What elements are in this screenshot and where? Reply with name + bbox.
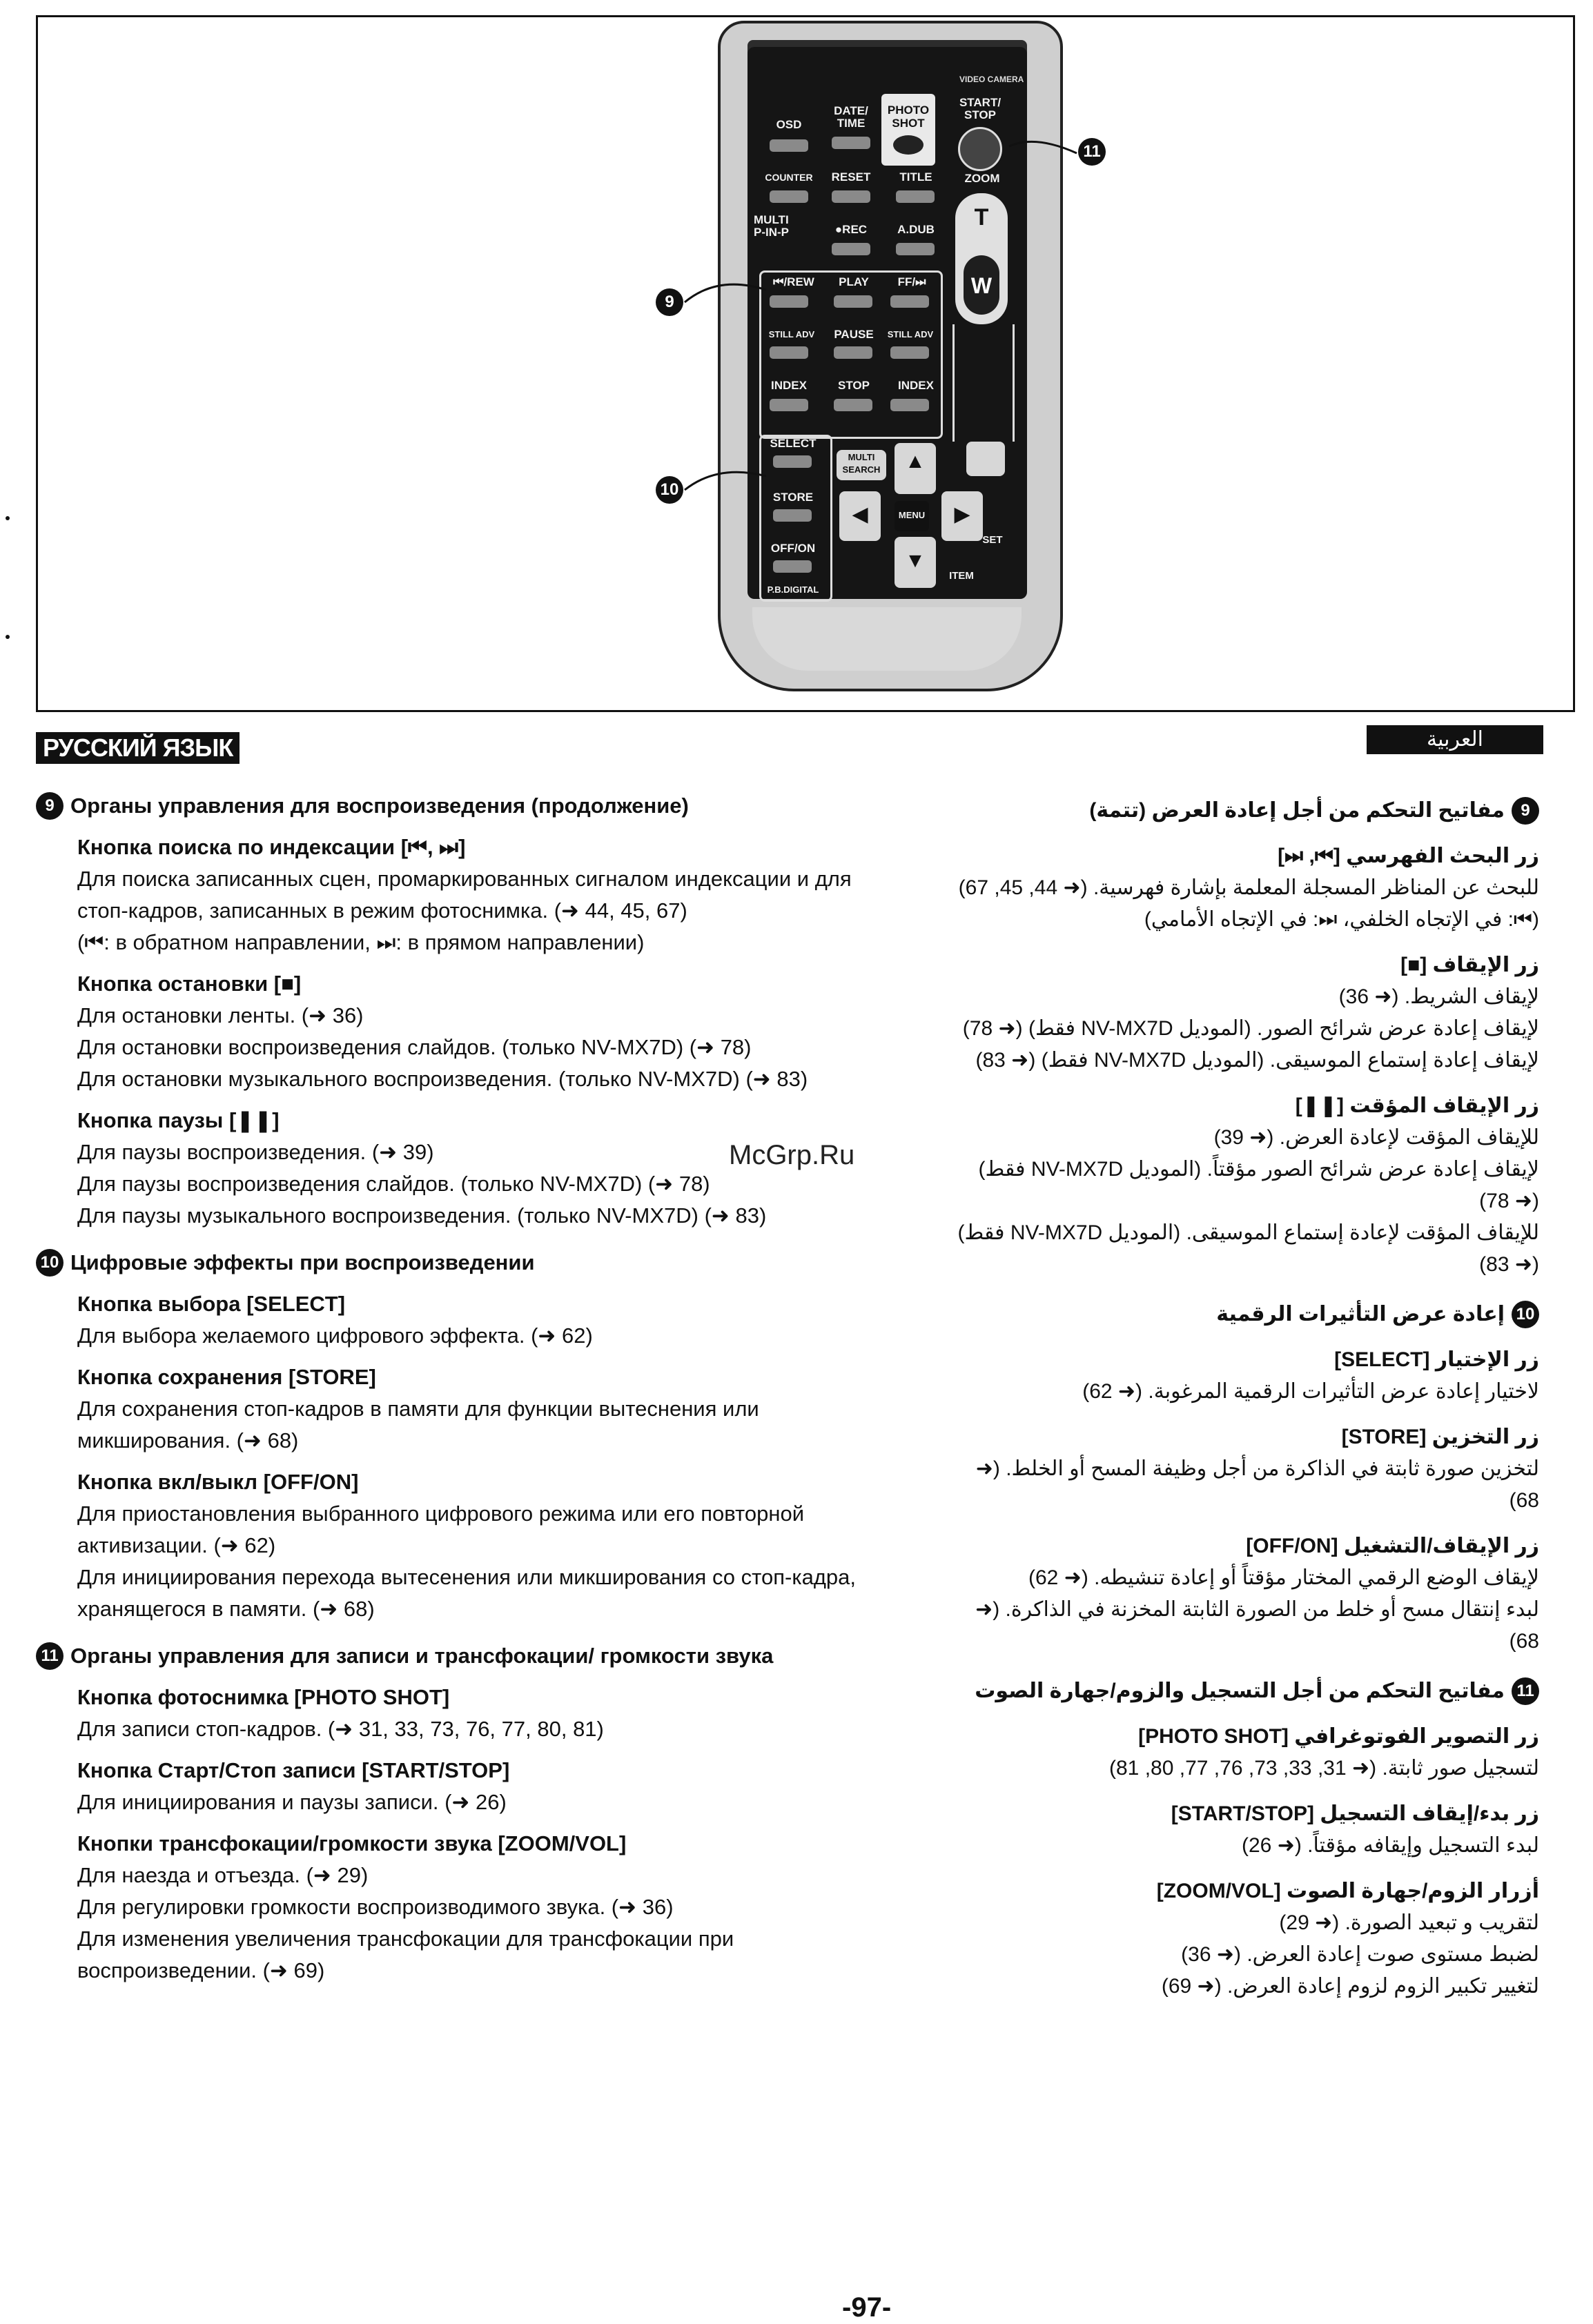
item-text: Для инициирования и паузы записи. (➜ 26) — [77, 1790, 507, 1814]
item-text: لإيقاف الوضع الرقمي المختار مؤقتاً أو إعادة تنشيطه. (➜ 62) — [1028, 1566, 1539, 1589]
item-heading: زر الإيقاف [■] — [1400, 954, 1539, 976]
start-stop-description — [77, 1755, 892, 1818]
item-heading: Кнопки трансфокации/громкости звука [ZOOM/VOL] — [77, 1831, 627, 1855]
section-number: 11 — [1512, 1677, 1539, 1705]
item-heading: زر بدء/إيقاف التسجيل [START/STOP] — [1171, 1802, 1539, 1825]
item-text: للبحث عن المناظر المسجلة المعلمة بإشارة فهرسية. (➜ 44, 45, 67) — [958, 876, 1539, 899]
item-heading: زر الإيقاف/التشغيل [OFF/ON] — [1246, 1535, 1539, 1557]
reset-label: RESET — [831, 170, 871, 184]
section-number: 10 — [1512, 1301, 1539, 1328]
item-text: لتسجيل صور ثابتة. (➜ 31, 33, 73, 76, 77, 80, 81) — [1109, 1757, 1539, 1780]
item-text: Для сохранения стоп-кадров в памяти для функции вытеснения или микширования. (➜ 68) — [77, 1397, 759, 1452]
down-arrow-icon: ▼ — [905, 549, 926, 572]
index-button-description — [77, 831, 892, 958]
russian-column — [36, 790, 892, 1987]
callout-lines — [0, 0, 1593, 718]
item-heading: Кнопка фотоснимка [PHOTO SHOT] — [77, 1685, 450, 1709]
section-title: Цифровые эффекты при воспроизведении — [70, 1250, 535, 1274]
callout-9: 9 — [656, 288, 683, 316]
right-arrow-icon: ▶ — [954, 503, 970, 526]
item-heading: Кнопка остановки [■] — [77, 972, 302, 996]
item-heading: زر التخزين [STORE] — [1341, 1426, 1539, 1448]
item-text: Для остановки воспроизведения слайдов. (только NV-MX7D) (➜ 78) — [77, 1035, 752, 1059]
zoom-label: ZOOM — [964, 172, 1000, 185]
rew-label: ⏮/REW — [773, 275, 814, 288]
photo-shot-label: PHOTO SHOT — [887, 104, 930, 130]
pause-button-description — [77, 1105, 892, 1232]
item-text: Для приостановления выбранного цифрового режима или его повторной активизации. (➜ 62) — [77, 1501, 805, 1557]
item-text: لبدء إنتقال مسح أو خلط من الصورة الثابتة المخزنة في الذاكرة. (➜ 68) — [975, 1598, 1539, 1653]
stop-button-description — [77, 968, 892, 1095]
pb-digital-label: P.B.DIGITAL — [767, 584, 819, 595]
section-9-heading — [36, 790, 892, 822]
play-label: PLAY — [839, 275, 869, 288]
ar-zoom-vol-description — [952, 1875, 1539, 2002]
section-title: مفاتيح التحكم من أجل التسجيل والزوم/جهارة الصوت — [975, 1680, 1505, 1702]
ar-stop-button-description — [952, 949, 1539, 1076]
item-text: Для паузы воспроизведения. (➜ 39) — [77, 1140, 434, 1164]
rec-label: ●REC — [834, 223, 868, 236]
item-text: Для регулировки громкости воспроизводимого звука. (➜ 36) — [77, 1895, 674, 1919]
item-text: (⏮: في الإتجاه الخلفي، ⏭: في الإتجاه الأمامي) — [1144, 908, 1539, 931]
russian-language-label: РУССКИЙ ЯЗЫК — [36, 732, 240, 764]
pause-label: PAUSE — [834, 328, 874, 341]
item-text: لإيقاف إعادة عرض شرائح الصور. (الموديل NV-MX7D فقط) (➜ 78) — [962, 1017, 1539, 1040]
section-title: مفاتيح التحكم من أجل إعادة العرض (تتمة) — [1089, 799, 1505, 822]
ar-photo-shot-description — [952, 1721, 1539, 1784]
callout-11: 11 — [1078, 138, 1106, 166]
select-button-description — [77, 1288, 892, 1352]
item-text: لتقريب و تبعيد الصورة. (➜ 29) — [1279, 1911, 1539, 1934]
item-text: Для наезда и отъезда. (➜ 29) — [77, 1863, 369, 1887]
item-heading: Кнопка Старт/Стоп записи [START/STOP] — [77, 1758, 510, 1782]
item-text: Для изменения увеличения трансфокации для трансфокации при воспроизведении. (➜ 69) — [77, 1927, 734, 1982]
item-heading: Кнопка вкл/выкл [OFF/ON] — [77, 1470, 359, 1494]
section-number: 9 — [36, 792, 63, 820]
item-text: Для остановки ленты. (➜ 36) — [77, 1003, 364, 1027]
item-text: لتخزين صورة ثابتة في الذاكرة من أجل وظيفة المسح أو الخلط. (➜ 68) — [975, 1457, 1539, 1512]
item-heading: Кнопка поиска по индексации [⏮, ⏭] — [77, 835, 466, 859]
off-on-button-description — [77, 1466, 892, 1625]
item-heading: زر البحث الفهرسي [⏮, ⏭] — [1278, 845, 1539, 867]
callout-10: 10 — [656, 476, 683, 504]
adub-label: A.DUB — [897, 223, 935, 236]
item-heading: Кнопка паузы [❚❚] — [77, 1108, 280, 1132]
item-text: Для инициирования перехода вытесенения или микширования со стоп-кадра, хранящегося в памяти. (➜ 68) — [77, 1565, 857, 1621]
item-text: لاختيار إعادة عرض التأثيرات الرقمية المرغوبة. (➜ 62) — [1082, 1380, 1539, 1403]
ar-section-10-heading — [952, 1299, 1539, 1330]
section-number: 11 — [36, 1642, 63, 1670]
zoom-vol-description — [77, 1828, 892, 1987]
item-heading: Кнопка выбора [SELECT] — [77, 1292, 346, 1316]
zoom-t-mark: T — [974, 204, 989, 230]
item-text: لإيقاف إعادة إستماع الموسيقى. (الموديل NV-MX7D فقط) (➜ 83) — [975, 1049, 1539, 1072]
item-text: Для паузы воспроизведения слайдов. (только NV-MX7D) (➜ 78) — [77, 1172, 710, 1196]
item-text: Для остановки музыкального воспроизведения. (только NV-MX7D) (➜ 83) — [77, 1067, 808, 1091]
arabic-language-label: العربية — [1367, 725, 1543, 754]
off-on-label: OFF/ON — [770, 542, 816, 555]
item-text: Для поиска записанных сцен, промаркированных сигналом индексации и для стоп-кадров, записанных в режим фотоснимка. (➜ 44, 45, 67) — [77, 867, 852, 923]
ar-store-button-description — [952, 1421, 1539, 1517]
page-number: -97- — [842, 2292, 892, 2323]
item-text: للإيقاف المؤقت لإعادة إستماع الموسيقى. (الموديل NV-MX7D فقط) (➜ 83) — [957, 1221, 1539, 1276]
callout-line-10 — [685, 472, 766, 490]
item-heading: Кнопка сохранения [STORE] — [77, 1365, 376, 1389]
item-heading: زر الإيقاف المؤقت [❚❚] — [1295, 1094, 1539, 1117]
section-title: Органы управления для воспроизведения (продолжение) — [70, 794, 689, 818]
stop-label: STOP — [838, 379, 870, 392]
callout-line-9 — [685, 284, 766, 302]
item-heading: أزرار الزوم/جهارة الصوت [ZOOM/VOL] — [1156, 1880, 1539, 1902]
item-text: للإيقاف المؤقت لإعادة العرض. (➜ 39) — [1213, 1126, 1539, 1149]
item-text: لإيقاف الشريط. (➜ 36) — [1338, 985, 1539, 1008]
arabic-column — [952, 795, 1539, 2002]
item-text: (⏮: в обратном направлении, ⏭: в прямом направлении) — [77, 930, 645, 954]
ff-label: FF/⏭ — [897, 275, 926, 288]
item-text: لإيقاف إعادة عرض شرائح الصور مؤقتاً. (الموديل NV-MX7D فقط) (➜ 78) — [978, 1158, 1539, 1212]
item-text: لبدء التسجيل وإيقافه مؤقتاً. (➜ 26) — [1241, 1834, 1539, 1857]
counter-label: COUNTER — [765, 172, 813, 183]
ar-pause-button-description — [952, 1090, 1539, 1281]
watermark: McGrp.Ru — [729, 1140, 855, 1170]
store-label: STORE — [772, 491, 814, 504]
left-arrow-icon: ◀ — [852, 503, 868, 526]
item-text: لتغيير تكبير الزوم لزوم إعادة العرض. (➜ 69) — [1161, 1975, 1539, 1998]
section-number: 10 — [36, 1249, 63, 1277]
store-button-description — [77, 1361, 892, 1457]
item-heading: زر الإختيار [SELECT] — [1334, 1348, 1539, 1371]
section-11-heading — [36, 1640, 892, 1672]
index-right-label: INDEX — [898, 379, 934, 392]
start-stop-label: START/ STOP — [959, 96, 1001, 121]
remote-brand: VIDEO CAMERA — [959, 75, 1024, 84]
ar-section-11-heading — [952, 1675, 1539, 1707]
up-arrow-icon: ▲ — [905, 450, 926, 473]
index-left-label: INDEX — [771, 379, 807, 392]
still-adv-left-label: STILL ADV — [768, 329, 815, 339]
ar-index-button-description — [952, 840, 1539, 936]
item-text: لضبط مستوى صوت إعادة العرض. (➜ 36) — [1181, 1943, 1539, 1966]
menu-label: MENU — [898, 510, 926, 520]
set-label: SET — [982, 534, 1003, 546]
callout-line-11 — [1009, 141, 1077, 153]
photo-shot-description — [77, 1682, 892, 1745]
section-title: Органы управления для записи и трансфокации/ громкости звука — [70, 1644, 774, 1668]
multi-search-label: MULTI SEARCH — [842, 452, 881, 475]
ar-select-button-description — [952, 1344, 1539, 1408]
item-heading: زر التصوير الفوتوغرافي [PHOTO SHOT] — [1138, 1725, 1539, 1748]
ar-section-9-heading — [952, 795, 1539, 827]
multi-pinp-label: MULTI P-IN-P — [754, 213, 789, 239]
date-time-label: DATE/ TIME — [834, 104, 868, 130]
item-label: ITEM — [949, 570, 974, 582]
ar-off-on-button-description — [952, 1530, 1539, 1657]
select-label: SELECT — [770, 437, 817, 450]
item-text: Для паузы музыкального воспроизведения. (только NV-MX7D) (➜ 83) — [77, 1203, 767, 1228]
item-text: Для выбора желаемого цифрового эффекта. (➜ 62) — [77, 1323, 593, 1348]
zoom-w-mark: W — [970, 273, 993, 298]
still-adv-right-label: STILL ADV — [887, 329, 934, 339]
section-title: إعادة عرض التأثيرات الرقمية — [1216, 1303, 1505, 1326]
section-10-heading — [36, 1247, 892, 1279]
osd-label: OSD — [776, 118, 802, 131]
ar-start-stop-description — [952, 1798, 1539, 1862]
title-label: TITLE — [899, 170, 932, 184]
section-number: 9 — [1512, 797, 1539, 825]
item-text: Для записи стоп-кадров. (➜ 31, 33, 73, 76, 77, 80, 81) — [77, 1717, 604, 1741]
